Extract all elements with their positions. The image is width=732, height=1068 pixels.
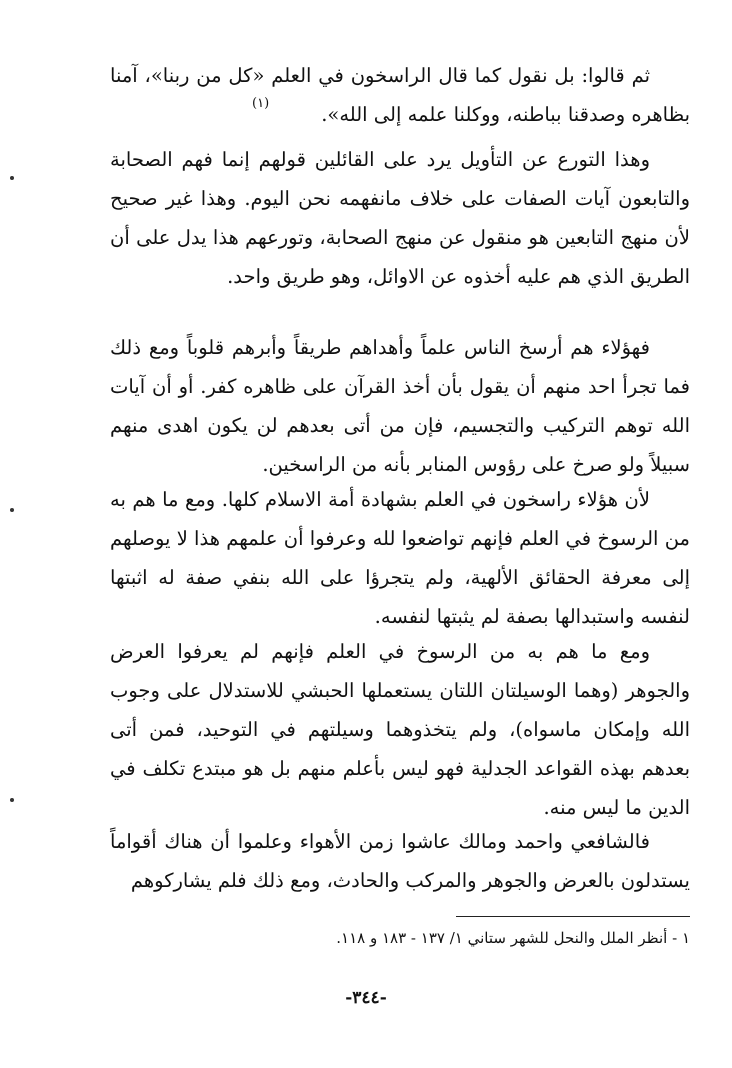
paragraph-6-text: فالشافعي واحمد ومالك عاشوا زمن الأهواء وعلموا أن هناك أقواماً يستدلون بالعرض والجوهر والمركب والحادث، ومع ذلك فلم يشاركوهم [110, 830, 690, 892]
paragraph-3 [110, 328, 690, 484]
paragraph-5-text: ومع ما هم به من الرسوخ في العلم فإنهم لم يعرفوا العرض والجوهر (وهما الوسيلتان اللتان يستعملها الحبشي للاستدلال على وجوب الله وإمكان ماسواه)، ولم يتخذوهما وسيلتهم في التوحيد، فمن أتى بعدهم بهذه القواعد الجدلية فهو ليس بأعلم منهم بل هو مبتدع تكلف في الدين ما ليس منه. [110, 640, 690, 819]
paragraph-1-text: ثم قالوا: بل نقول كما قال الراسخون في العلم «كل من ربنا»، آمنا بظاهره وصدقنا بباطنه، ووكلنا علمه إلى الله». [110, 64, 690, 126]
paragraph-4-text: لأن هؤلاء راسخون في العلم بشهادة أمة الاسلام كلها. ومع ما هم به من الرسوخ في العلم فإنهم تواضعوا لله وعرفوا أن علمهم هذا لا يوصلهم إلى معرفة الحقائق الألهية، ولم يتجرؤا على الله بنفي صفة له اثبتها لنفسه واستبدالها بصفة لم يثبتها لنفسه. [110, 488, 690, 628]
margin-mark [10, 176, 14, 180]
margin-mark [10, 798, 14, 802]
margin-mark [10, 508, 14, 512]
paragraph-1 [110, 56, 690, 134]
paragraph-2-text: وهذا التورع عن التأويل يرد على القائلين قولهم إنما فهم الصحابة والتابعون آيات الصفات على خلاف مانفهمه نحن اليوم. وهذا غير صحيح لأن منهج التابعين هو منقول عن منهج الصحابة، وتورعهم هذا يدل على أن الطريق الذي هم عليه أخذوه عن الاوائل، وهو طريق واحد. [110, 148, 690, 288]
document-page: ثم قالوا: بل نقول كما قال الراسخون في العلم «كل من ربنا»، آمنا بظاهره وصدقنا بباطنه، ووكلنا علمه إلى الله». (١) وهذا التورع عن التأويل يرد على القائلين قولهم إنما فهم الصحابة والتابعون آيات الصفات على خلاف مانفهمه نحن اليوم. وهذا غير صحيح لأن منهج التابعين هو منقول عن منهج الصحابة، وتورعهم هذا يدل على أن الطريق الذي هم عليه أخذوه عن الاوائل، وهو طريق واحد. فهؤلاء هم أرسخ الناس علماً وأهداهم طريقاً وأبرهم قلوباً ومع ذلك فما تجرأ احد منهم أن يقول بأن أخذ القرآن على ظاهره كفر. أو أن آيات الله توهم التركيب والتجسيم، فإن من أتى بعدهم لن يكون اهدى منهم سبيلاً ولو صرخ على رؤوس المنابر بأنه من الراسخين. لأن هؤلاء راسخون في العلم بشهادة أمة الاسلام كلها. ومع ما هم به من الرسوخ في العلم فإنهم تواضعوا لله وعرفوا أن علمهم هذا لا يوصلهم إلى معرفة الحقائق الألهية، ولم يتجرؤا على الله بنفي صفة له اثبتها لنفسه واستبدالها بصفة لم يثبتها لنفسه. ومع ما هم به من الرسوخ في العلم فإنهم لم يعرفوا العرض والجوهر (وهما الوسيلتان اللتان يستعملها الحبشي للاستدلال على وجوب الله وإمكان ماسواه)، ولم يتخذوهما وسيلتهم في التوحيد، فمن أتى بعدهم بهذه القواعد الجدلية فهو ليس بأعلم منهم بل هو مبتدع تكلف في الدين ما ليس منه. فالشافعي واحمد ومالك عاشوا زمن الأهواء وعلموا أن هناك أقواماً يستدلون بالعرض والجوهر والمركب والحادث، ومع ذلك فلم يشاركوهم ١ - أنظر الملل والنحل للشهر ستاني ١/ ١٣٧ - ١٨٣ و ١١٨. -٣٤٤- [0, 0, 732, 1068]
page-number: -٣٤٤- [345, 988, 387, 1008]
paragraph-2 [110, 140, 690, 296]
footnote: ١ - أنظر الملل والنحل للشهر ستاني ١/ ١٣٧ - ١٨٣ و ١١٨. [336, 929, 690, 947]
paragraph-3-text: فهؤلاء هم أرسخ الناس علماً وأهداهم طريقاً وأبرهم قلوباً ومع ذلك فما تجرأ احد منهم أن يقول بأن أخذ القرآن على ظاهره كفر. أو أن آيات الله توهم التركيب والتجسيم، فإن من أتى بعدهم لن يكون اهدى منهم سبيلاً ولو صرخ على رؤوس المنابر بأنه من الراسخين. [110, 336, 690, 476]
paragraph-4 [110, 480, 690, 636]
paragraph-6 [110, 822, 690, 900]
footnote-divider [456, 916, 690, 917]
paragraph-5 [110, 632, 690, 827]
